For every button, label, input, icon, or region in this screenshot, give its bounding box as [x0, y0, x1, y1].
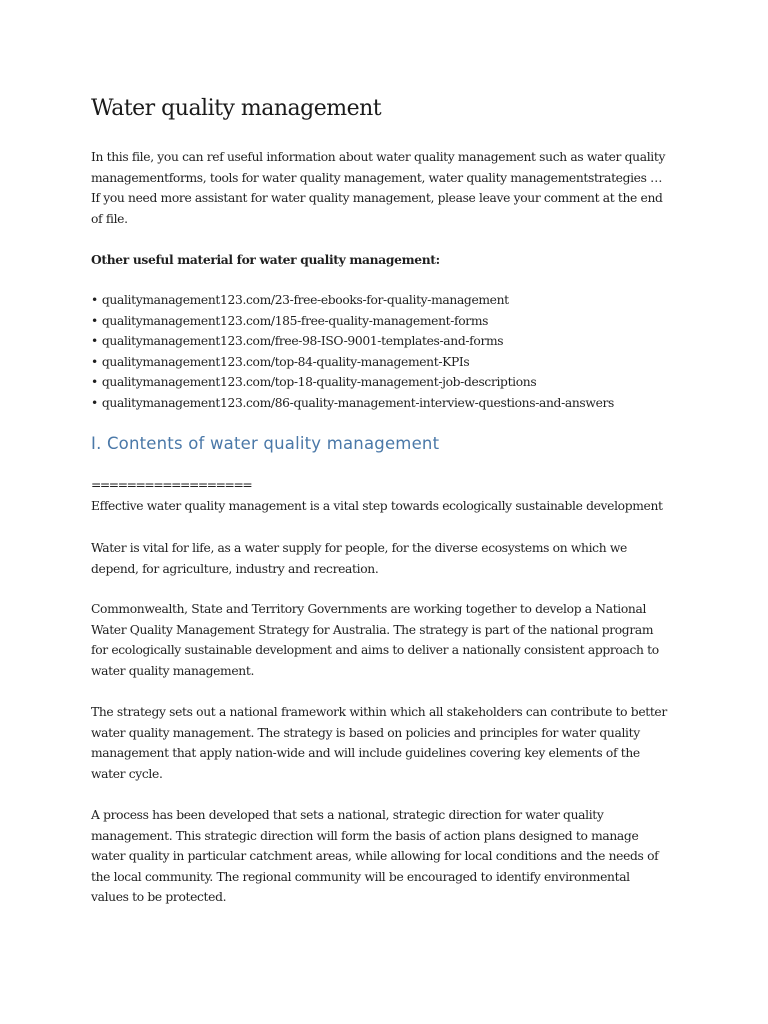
- paragraph-line: management that apply nation-wide and will include guidelines covering key elements of the: [91, 746, 640, 761]
- bullet-icon: •: [91, 354, 98, 369]
- material-link[interactable]: qualitymanagement123.com/23-free-ebooks-for-quality-management: [101, 293, 509, 307]
- intro-paragraph: [91, 147, 681, 229]
- intro-line: of file.: [91, 211, 128, 226]
- document-title: Water quality management: [91, 96, 382, 121]
- link-list-item: [91, 352, 614, 373]
- body-paragraph: [91, 538, 691, 579]
- paragraph-line: water cycle.: [91, 766, 163, 781]
- bullet-icon: •: [91, 395, 98, 410]
- link-list-item: [91, 393, 614, 414]
- material-link[interactable]: qualitymanagement123.com/free-98-ISO-9001-templates-and-forms: [101, 334, 504, 349]
- equals-divider: ==================: [91, 478, 252, 492]
- paragraph-line: Water Quality Management Strategy for Australia. The strategy is part of the national program: [91, 622, 654, 637]
- section-heading: I. Contents of water quality management: [91, 434, 440, 453]
- body-paragraph: [91, 496, 691, 517]
- paragraph-line: for ecologically sustainable development and aims to deliver a nationally consistent approach to: [91, 643, 659, 658]
- bullet-icon: •: [91, 293, 98, 307]
- body-paragraph: [91, 702, 691, 784]
- intro-line: In this file, you can ref useful information about water quality management such as water quality: [91, 150, 666, 164]
- paragraph-line: A process has been developed that sets a national, strategic direction for water quality: [91, 808, 604, 822]
- paragraph-line: water quality management.: [91, 663, 254, 678]
- useful-links-list: [91, 290, 614, 414]
- paragraph-line: depend, for agriculture, industry and recreation.: [91, 561, 379, 576]
- paragraph-line: the local community. The regional community will be encouraged to identify environmental: [91, 869, 630, 884]
- link-list-item: [91, 311, 614, 332]
- paragraph-line: Commonwealth, State and Territory Governments are working together to develop a National: [91, 602, 647, 616]
- body-paragraph: [91, 805, 691, 908]
- material-link[interactable]: qualitymanagement123.com/185-free-quality-management-forms: [101, 313, 489, 328]
- link-list-item: [91, 331, 614, 352]
- bullet-icon: •: [91, 375, 98, 390]
- paragraph-line: management. This strategic direction will form the basis of action plans designed to manage: [91, 828, 639, 843]
- body-paragraph: [91, 599, 691, 681]
- paragraph-line: water quality in particular catchment areas, while allowing for local conditions and the needs of: [91, 849, 659, 864]
- paragraph-line: water quality management. The strategy is based on policies and principles for water quality: [91, 725, 640, 740]
- material-link[interactable]: qualitymanagement123.com/top-84-quality-management-KPIs: [101, 354, 470, 369]
- material-link[interactable]: qualitymanagement123.com/top-18-quality-management-job-descriptions: [101, 375, 537, 390]
- intro-line: managementforms, tools for water quality management, water quality managementstrategies …: [91, 170, 663, 185]
- link-list-item: [91, 372, 614, 393]
- material-link[interactable]: qualitymanagement123.com/86-quality-management-interview-questions-and-answers: [101, 395, 614, 410]
- useful-material-heading: Other useful material for water quality management:: [91, 252, 440, 267]
- paragraph-line: Effective water quality management is a vital step towards ecologically sustainable development: [91, 499, 663, 513]
- bullet-icon: •: [91, 313, 98, 328]
- paragraph-line: Water is vital for life, as a water supply for people, for the diverse ecosystems on which we: [91, 541, 627, 555]
- paragraph-line: values to be protected.: [91, 890, 227, 905]
- link-list-item: [91, 290, 614, 311]
- intro-line: If you need more assistant for water quality management, please leave your comment at the end: [91, 191, 663, 206]
- paragraph-line: The strategy sets out a national framework within which all stakeholders can contribute to better: [91, 705, 667, 719]
- bullet-icon: •: [91, 334, 98, 349]
